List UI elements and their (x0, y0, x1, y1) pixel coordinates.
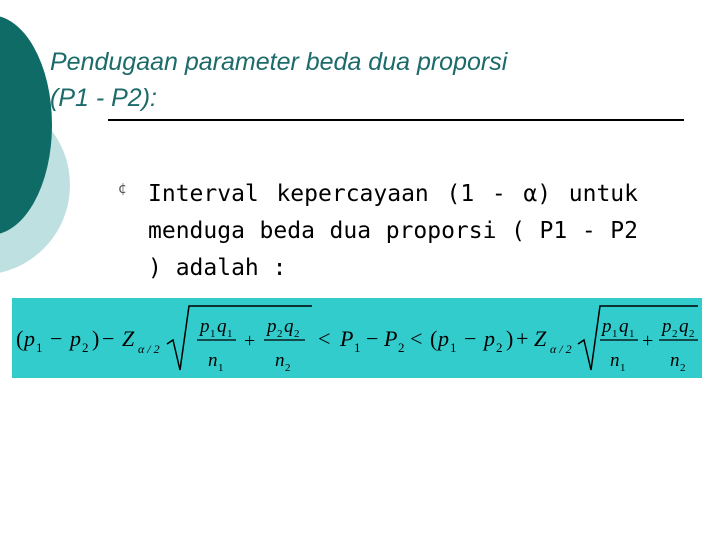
rad1-n1: n (208, 350, 218, 371)
rad2-q2: q (679, 316, 689, 337)
rad2-n2: n (670, 350, 680, 371)
alpha-half-b: α / 2 (550, 342, 572, 356)
formula-box (12, 298, 702, 378)
minus-2: − (102, 326, 115, 351)
rad1-p2-sub: 2 (277, 328, 283, 340)
rad2-p1: p (602, 316, 612, 337)
title-underline (108, 119, 684, 121)
slide-title (50, 44, 690, 116)
z-b: Z (534, 326, 547, 351)
P1: P (340, 326, 354, 351)
rad1-q2: q (284, 316, 294, 337)
circle-bullet-icon: ¢ (118, 181, 127, 197)
p1-a: p (24, 326, 35, 351)
z-a: Z (122, 326, 135, 351)
rad1-q1: q (217, 316, 227, 337)
P2: P (384, 326, 398, 351)
lparen-2: ( (430, 326, 438, 351)
lt-2: < (410, 326, 423, 351)
plus-1: + (516, 326, 529, 351)
rparen-2: ) (506, 326, 514, 351)
p2-a-sub: 2 (82, 340, 89, 355)
title-line-2: (P1 - P2): (50, 84, 157, 112)
lt-1: < (318, 326, 331, 351)
P2-sub: 2 (398, 340, 405, 355)
rad1-q2-sub: 2 (294, 328, 300, 340)
rad2-q2-sub: 2 (689, 328, 695, 340)
P1-sub: 1 (354, 340, 361, 355)
rad2-q1: q (619, 316, 629, 337)
rad1-q1-sub: 1 (227, 328, 233, 340)
p2-b-sub: 2 (496, 340, 503, 355)
rad1-p2: p (267, 316, 277, 337)
rparen-1: ) (92, 326, 100, 351)
title-line-1: Pendugaan parameter beda dua proporsi (50, 48, 508, 76)
confidence-interval-formula (12, 298, 702, 378)
p1-b: p (438, 326, 449, 351)
p1-a-sub: 1 (36, 340, 43, 355)
rad2-n1-sub: 1 (620, 362, 626, 374)
p1-b-sub: 1 (450, 340, 457, 355)
alpha-half-a: α / 2 (138, 342, 160, 356)
rad1-n2-sub: 2 (285, 362, 291, 374)
rad2-n1: n (610, 350, 620, 371)
rad2-q1-sub: 1 (629, 328, 635, 340)
rad2-p1-sub: 1 (612, 328, 618, 340)
rad1-n2: n (275, 350, 285, 371)
rad2-p2: p (662, 316, 672, 337)
minus-4: − (464, 326, 477, 351)
rad1-plus: + (244, 330, 256, 352)
lparen-1: ( (16, 326, 24, 351)
minus-1: − (50, 326, 63, 351)
rad2-n2-sub: 2 (680, 362, 686, 374)
rad1-p1-sub: 1 (210, 328, 216, 340)
bullet-text: Interval kepercayaan (1 - α) untuk menduga beda dua proporsi ( P1 - P2 ) adalah : (148, 181, 638, 281)
bullet-item (118, 176, 638, 287)
rad1-n1-sub: 1 (218, 362, 224, 374)
p2-b: p (484, 326, 495, 351)
rad2-p2-sub: 2 (672, 328, 678, 340)
minus-3: − (366, 326, 379, 351)
p2-a: p (70, 326, 81, 351)
rad1-p1: p (200, 316, 210, 337)
rad2-plus: + (642, 330, 654, 352)
